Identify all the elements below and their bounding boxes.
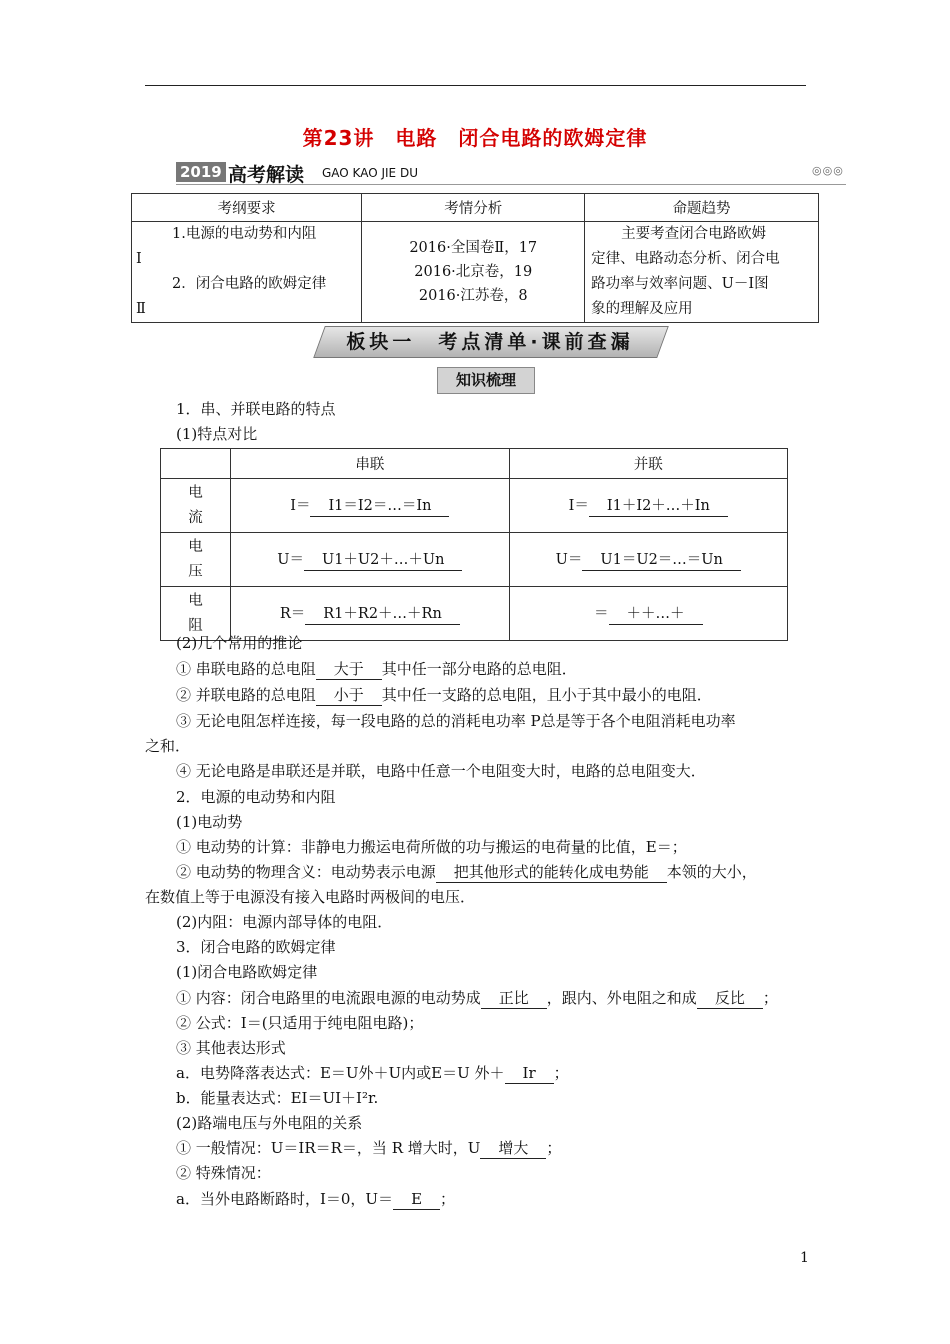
blank-answer: ＋＋…＋	[609, 605, 703, 625]
trend-line: 路功率与效率问题、U－I图	[591, 276, 769, 292]
blank-answer: U1＋U2＋…＋Un	[304, 551, 462, 571]
text-line: ③ 无论电阻怎样连接，每一段电路的总的消耗电功率 P总是等于各个电阻消耗电功率	[176, 712, 736, 730]
text: a．当外电路断路时，I＝0，U＝	[176, 1190, 394, 1208]
top-rule	[145, 85, 806, 86]
text: ，跟内、外电阻之和成	[546, 989, 697, 1007]
formula-prefix: U＝	[555, 552, 583, 568]
blank-answer: E	[393, 1190, 440, 1210]
analysis-line: 2016·全国卷Ⅱ，17	[409, 240, 538, 256]
blank-answer: I1＋I2＋…＋In	[589, 497, 728, 517]
text-line: 在数值上等于电源没有接入电路时两极间的电压．	[145, 888, 476, 906]
blank-answer: 正比	[481, 989, 547, 1009]
text: ① 一般情况：U＝IR＝R＝，当 R 增大时，U	[176, 1139, 481, 1157]
text-line: 之和．	[145, 737, 191, 755]
formula-prefix: I＝	[290, 498, 311, 514]
blank-answer: 反比	[697, 989, 763, 1009]
parallel-voltage	[509, 533, 787, 587]
text: ；	[553, 1064, 569, 1082]
banner-subtitle: GAO KAO JIE DU	[322, 166, 418, 180]
formula-prefix: R＝	[279, 606, 306, 622]
text-line: ③ 其他表达形式	[176, 1039, 286, 1057]
series-current	[231, 479, 509, 533]
row-label-voltage	[161, 533, 231, 587]
blank-answer: 增大	[480, 1139, 546, 1159]
analysis-line: 2016·江苏卷，8	[418, 288, 528, 304]
text: ；	[546, 1139, 562, 1157]
analysis-line: 2016·北京卷，19	[414, 264, 533, 280]
text-line	[176, 684, 712, 706]
blank-answer: Ir	[505, 1064, 554, 1084]
label-char: 电	[188, 484, 203, 501]
blank-answer: 把其他形式的能转化成电势能	[436, 863, 667, 883]
blank-answer: U1＝U2＝…＝Un	[582, 551, 740, 571]
formula-prefix: U＝	[277, 552, 304, 568]
blank-answer: I1＝I2＝…＝In	[310, 497, 449, 517]
label-char: 电	[188, 538, 203, 555]
text-line: ④ 无论电路是串联还是并联，电路中任意一个电阻变大时，电路的总电阻变大．	[176, 762, 706, 780]
trend-line: 象的理解及应用	[591, 301, 693, 317]
header-req: 考纲要求	[132, 194, 362, 222]
series-voltage	[231, 533, 509, 587]
text: 其中任一部分电路的总电阻．	[381, 660, 577, 678]
text-line: b．能量表达式：EI＝UI＋I²r.	[176, 1089, 379, 1107]
text-line: ② 特殊情况：	[176, 1164, 271, 1182]
text: ① 串联电路的总电阻	[176, 660, 316, 678]
text-line	[176, 861, 757, 883]
req-line: Ⅱ	[136, 301, 146, 317]
req-line: 1.电源的电动势和内阻	[172, 226, 317, 242]
banner-title: 高考解读	[228, 164, 305, 186]
text-line	[176, 1062, 569, 1084]
trend-line: 主要考查闭合电路欧姆	[621, 226, 767, 242]
parallel-resistance	[509, 587, 787, 641]
section-3-heading: 3．闭合电路的欧姆定律	[176, 938, 336, 956]
text: a．电势降落表达式：E＝U外＋U内或E＝U 外＋	[176, 1064, 505, 1082]
trend-line: 定律、电路动态分析、闭合电	[591, 251, 780, 267]
text: 本领的大小，	[666, 863, 757, 881]
label-char: 流	[188, 509, 203, 526]
page-number: 1	[800, 1250, 809, 1266]
text-line: ① 电动势的计算：非静电力搬运电荷所做的功与搬运的电荷量的比值，E＝；	[176, 838, 687, 856]
req-line: 2．闭合电路的欧姆定律	[172, 276, 327, 292]
req-line: Ⅰ	[136, 251, 142, 267]
header-parallel: 并联	[509, 449, 787, 479]
text: ② 电动势的物理含义：电动势表示电源	[176, 863, 436, 881]
banner-year: 2019	[176, 162, 226, 182]
text-line	[176, 987, 778, 1009]
text: ；	[762, 989, 778, 1007]
header-trend: 命题趋势	[585, 194, 819, 222]
label-char: 压	[188, 563, 203, 580]
section-2-heading: 2．电源的电动势和内阻	[176, 788, 336, 806]
row-label-current	[161, 479, 231, 533]
text-line	[176, 1137, 561, 1159]
parallel-current	[509, 479, 787, 533]
blank-answer: 大于	[316, 660, 382, 680]
text-line: (2)内阻：电源内部导体的电阻．	[176, 913, 393, 931]
formula-prefix: I＝	[568, 498, 589, 514]
analysis-cell	[362, 222, 585, 323]
header-series: 串联	[231, 449, 509, 479]
text: ① 内容：闭合电路里的电流跟电源的电动势成	[176, 989, 481, 1007]
text-line: (1)闭合电路欧姆定律	[176, 963, 318, 981]
page-title: 第23讲 电路 闭合电路的欧姆定律	[302, 126, 648, 150]
text-line: ② 公式：I＝(只适用于纯电阻电路)；	[176, 1014, 424, 1032]
module-banner: 板块一 考点清单·课前查漏	[346, 331, 634, 353]
blank-answer: R1＋R2＋…＋Rn	[305, 605, 460, 625]
circles-icon: ◎◎◎	[812, 164, 844, 177]
trend-cell	[585, 222, 819, 323]
text-line: (2)路端电压与外电阻的关系	[176, 1114, 363, 1132]
formula-prefix: ＝	[594, 606, 609, 622]
text: ② 并联电路的总电阻	[176, 686, 316, 704]
label-char: 阻	[188, 617, 203, 634]
compare-table	[160, 448, 788, 641]
req-cell	[132, 222, 362, 323]
text-line: (1)电动势	[176, 813, 243, 831]
feature-compare-heading: (1)特点对比	[176, 425, 258, 443]
text-line	[176, 658, 577, 680]
text-line	[176, 1188, 455, 1210]
text-line: (2)几个常用的推论	[176, 634, 303, 652]
header-analysis: 考情分析	[362, 194, 585, 222]
text: ；	[440, 1190, 456, 1208]
knowledge-title: 知识梳理	[437, 367, 535, 394]
corner-cell	[161, 449, 231, 479]
label-char: 电	[188, 592, 203, 609]
text: 其中任一支路的总电阻，且小于其中最小的电阻．	[381, 686, 712, 704]
blank-answer: 小于	[316, 686, 382, 706]
section-1-heading: 1．串、并联电路的特点	[176, 400, 336, 418]
exam-table	[131, 193, 819, 323]
